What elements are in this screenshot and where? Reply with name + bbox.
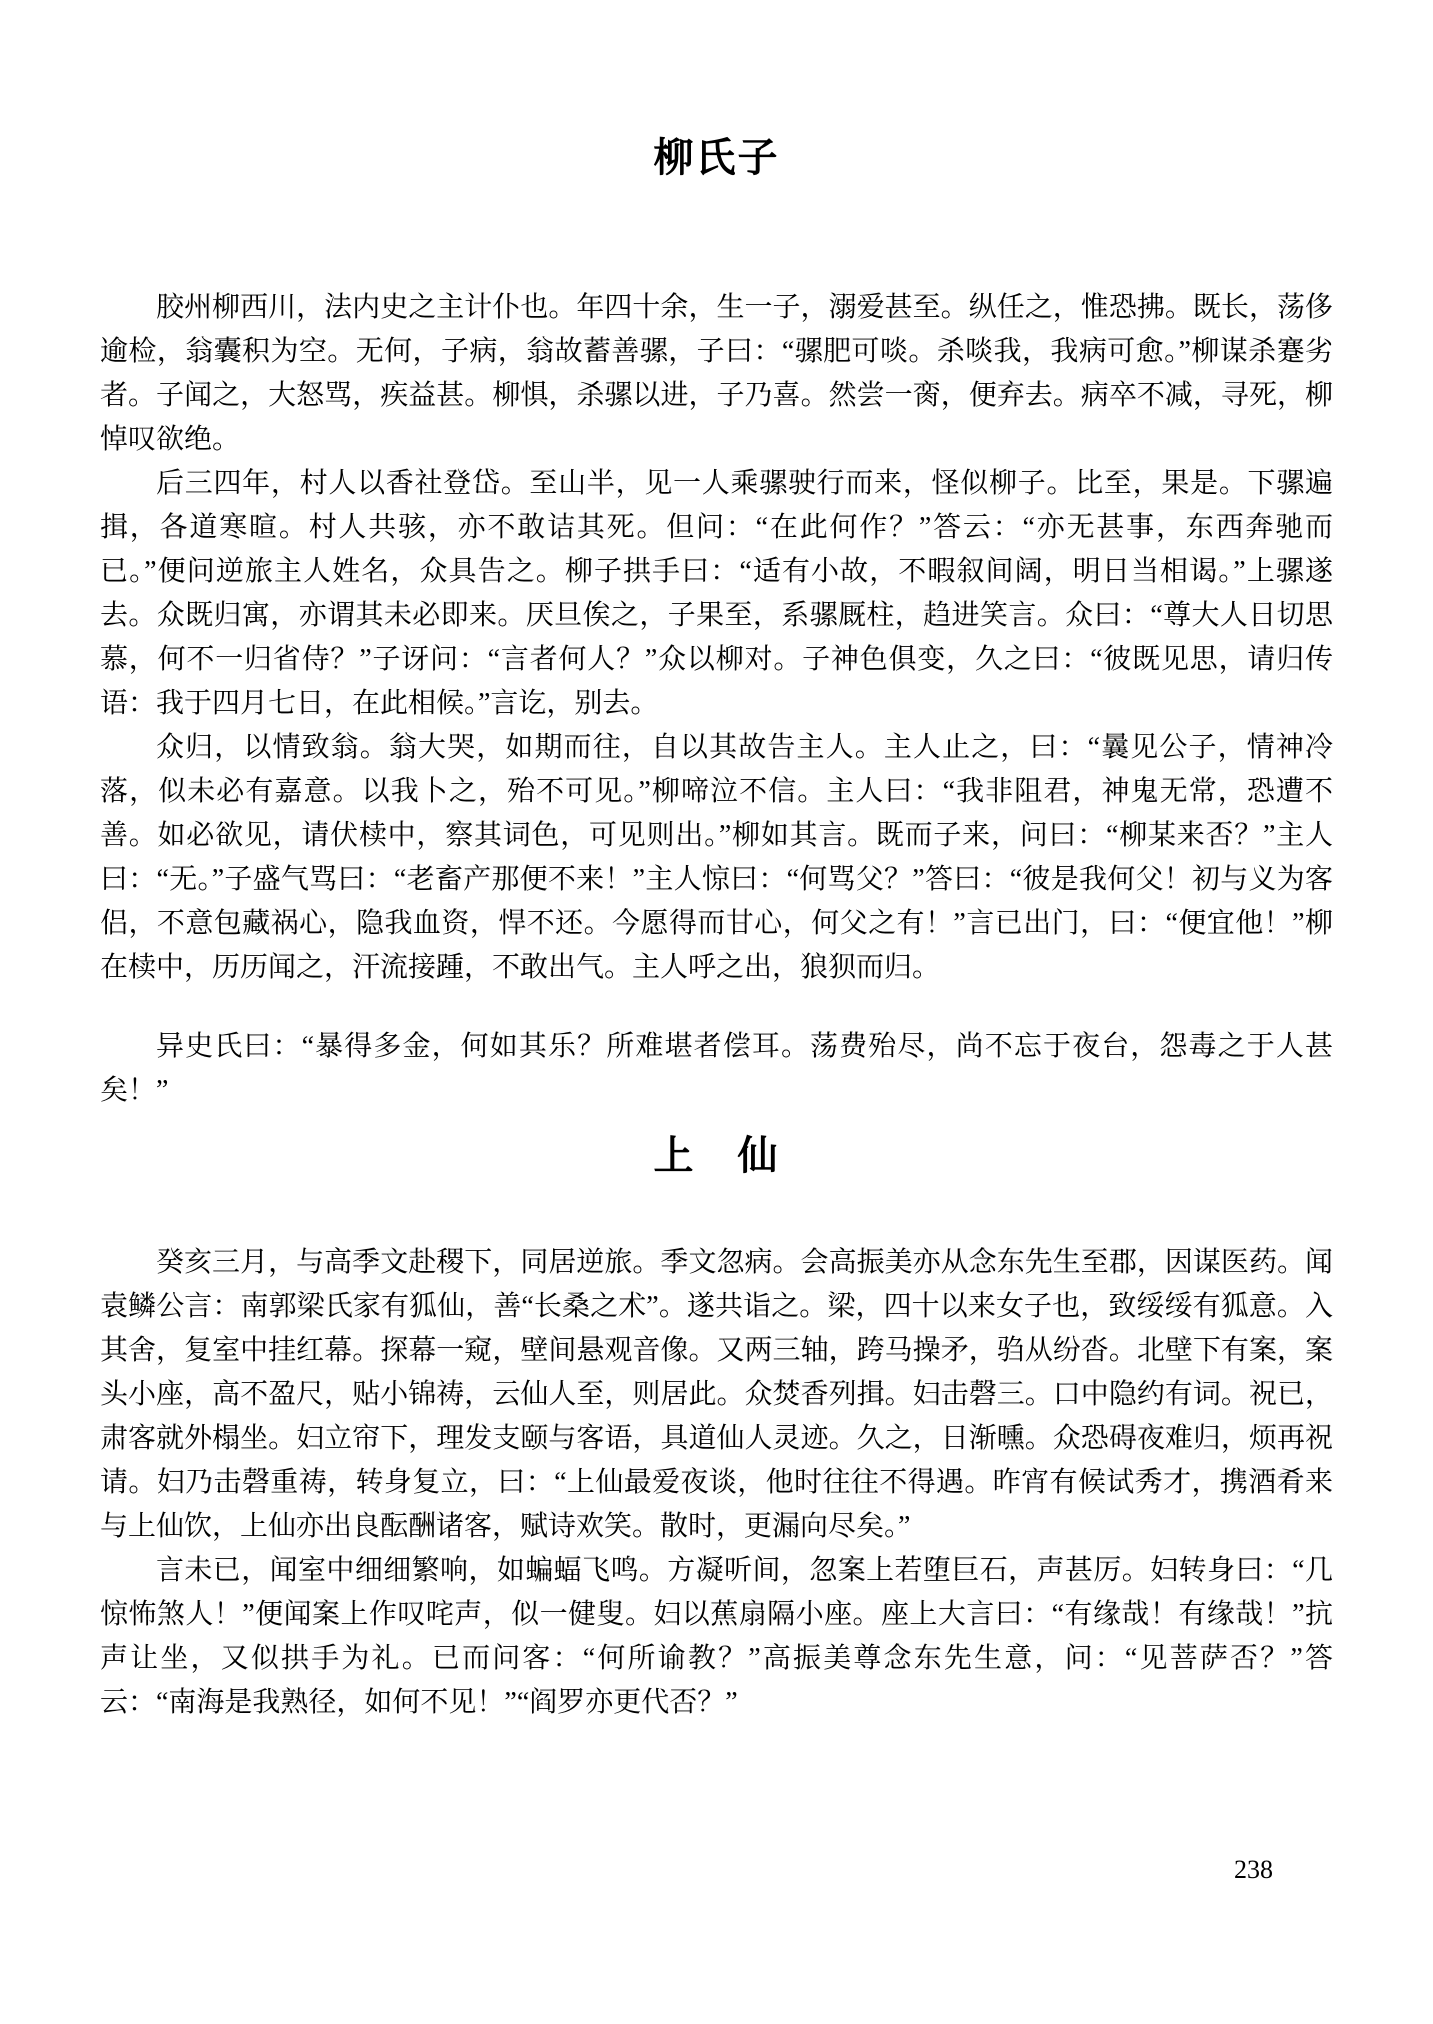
story-title-liu-shi-zi: 柳氏子 xyxy=(653,135,780,180)
story1-paragraph-3: 众归，以情致翁。翁大哭，如期而往，自以其故告主人。主人止之，曰：“曩见公子，情神冷落，似未必有嘉意。以我卜之，殆不可见。”柳啼泣不信。主人曰：“我非阻君，神鬼无常，恐遭不善。如必欲见，请伏椟中，察其词色，可见则出。”柳如其言。既而子来，问曰：“柳某来否？”主人曰：“无。”子盛气骂曰：“老畜产那便不来！”主人惊曰：“何骂父？”答曰：“彼是我何父！初与义为客侣，不意包藏祸心，隐我血资，悍不还。今愿得而甘心，何父之有！”言已出门，曰：“便宜他！”柳在椟中，历历闻之，汗流接踵，不敢出气。主人呼之出，狼狈而归。 xyxy=(100,732,1333,983)
story1-paragraph-2: 后三四年，村人以香社登岱。至山半，见一人乘骡驶行而来，怪似柳子。比至，果是。下骡遍揖，各道寒暄。村人共骇，亦不敢诘其死。但问：“在此何作？”答云：“亦无甚事，东西奔驰而已。”便问逆旅主人姓名，众具告之。柳子拱手曰：“适有小故，不暇叙间阔，明日当相谒。”上骡遂去。众既归寓，亦谓其未必即来。厌旦俟之，子果至，系骡厩柱，趋进笑言。众曰：“尊大人日切思慕，何不一归省侍？”子讶问：“言者何人？”众以柳对。子神色俱变，久之曰：“彼既见思，请归传语：我于四月七日，在此相候。”言讫，别去。 xyxy=(100,468,1333,719)
story1-paragraph-1: 胶州柳西川，法内史之主计仆也。年四十余，生一子，溺爱甚至。纵任之，惟恐拂。既长，荡侈逾检，翁囊积为空。无何，子病，翁故蓄善骡，子曰：“骡肥可啖。杀啖我，我病可愈。”柳谋杀蹇劣者。子闻之，大怒骂，疾益甚。柳惧，杀骡以进，子乃喜。然尝一脔，便弃去。病卒不减，寻死，柳悼叹欲绝。 xyxy=(100,292,1333,455)
story2-paragraph-1: 癸亥三月，与高季文赴稷下，同居逆旅。季文忽病。会高振美亦从念东先生至郡，因谋医药。闻袁鳞公言：南郭梁氏家有狐仙，善“长桑之术”。遂共诣之。梁，四十以来女子也，致绥绥有狐意。入其舍，复室中挂红幕。探幕一窥，壁间悬观音像。又两三轴，跨马操矛，驺从纷沓。北壁下有案，案头小座，高不盈尺，贴小锦祷，云仙人至，则居此。众焚香列揖。妇击磬三。口中隐约有词。祝已，肃客就外榻坐。妇立帘下，理发支颐与客语，具道仙人灵迹。久之，日渐曛。众恐碍夜难归，烦再祝请。妇乃击磬重祷，转身复立，曰：“上仙最爱夜谈，他时往往不得遇。昨宵有候试秀才，携酒肴来与上仙饮，上仙亦出良酝酬诸客，赋诗欢笑。散时，更漏向尽矣。” xyxy=(100,1247,1333,1542)
story2-paragraph-2: 言未已，闻室中细细繁响，如蝙蝠飞鸣。方凝听间，忽案上若堕巨石，声甚厉。妇转身曰：“几惊怖煞人！”便闻案上作叹咤声，似一健叟。妇以蕉扇隔小座。座上大言曰：“有缘哉！有缘哉！”抗声让坐，又似拱手为礼。已而问客：“何所谕教？”高振美尊念东先生意，问：“见菩萨否？”答云：“南海是我熟径，如何不见！”“阎罗亦更代否？” xyxy=(100,1555,1333,1718)
story1-commentary-paragraph: 异史氏曰：“暴得多金，何如其乐？所难堪者偿耳。荡费殆尽，尚不忘于夜台，怨毒之于人甚矣！” xyxy=(100,1031,1333,1106)
story-title-shang-xian: 上 仙 xyxy=(653,1133,780,1178)
page-number: 238 xyxy=(1234,1855,1273,1884)
